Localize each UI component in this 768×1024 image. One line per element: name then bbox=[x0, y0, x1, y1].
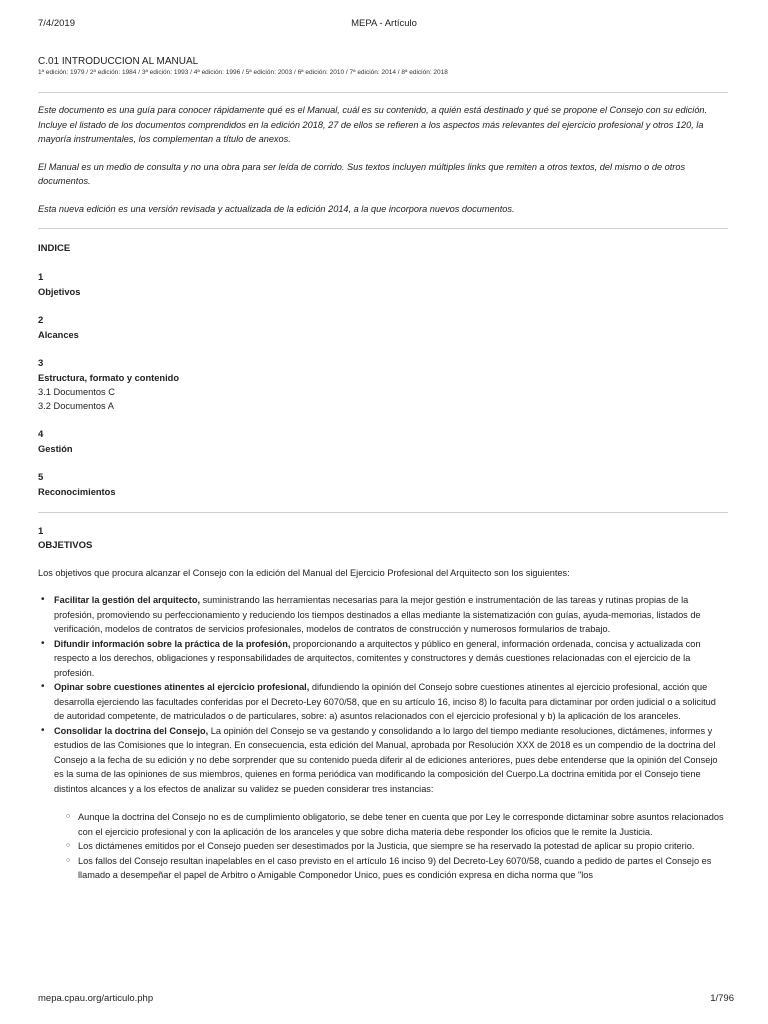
index-number: 3 bbox=[38, 357, 44, 369]
list-item: • Opinar sobre cuestiones atinentes al ejercicio profesional, difundiendo la opinión del Consejo sobre cuestiones atinentes al ejercicio profesional, acción que desarrolla ejerciendo las facultades conferidas por el Decreto-Ley 6070/58, que en su artículo 16, inciso 8) lo faculta para dictaminar por orden judicial o a solicitud de autoridad competente, de matriculados o de particulares, sobre: a) asuntos relacionados con el ejercicio profesional y b) la aplicación de los aranceles. bbox=[52, 680, 728, 724]
list-item: • Difundir información sobre la práctica de la profesión, proporcionando a arquitectos y público en general, información ordenada, concisa y actualizada con respecto a los derechos, obligaciones y responsabilidades de arquitectos, comitentes y constructores y demás cuestiones relacionadas con el ejercicio de la profesión. bbox=[52, 637, 728, 681]
page-header-title: MEPA - Artículo bbox=[351, 18, 417, 29]
intro-paragraph: Este documento es una guía para conocer rápidamente qué es el Manual, cuál es su contenido, a quién está destinado y qué se propone el Consejo con su edición. Incluye el listado de los documentos comprendidos en la edición 2018, 27 de ellos se refieren a los aspectos más relevantes del ejercicio profesional y otros 120, la mayoría instrumentales, los complementan a título de anexos. bbox=[38, 105, 708, 145]
page-number: 1/796 bbox=[710, 993, 734, 1004]
index-label: Reconocimientos bbox=[38, 486, 116, 497]
index-entry bbox=[38, 271, 728, 299]
index-number: 2 bbox=[38, 314, 44, 326]
section-title: OBJETIVOS bbox=[38, 539, 93, 551]
section-lead: Los objetivos que procura alcanzar el Consejo con la edición del Manual del Ejercicio Profesional del Arquitecto son los siguientes: bbox=[38, 567, 570, 578]
list-item: ○ Aunque la doctrina del Consejo no es de cumplimiento obligatorio, se debe tener en cuenta que por Ley le corresponde dictaminar sobre asuntos relacionados con el ejercicio profesional y con la aplicación de los aranceles y que sobre dicha materia debe responder los oficios que le remite la Justicia. bbox=[78, 810, 728, 839]
index-heading: INDICE bbox=[38, 242, 71, 254]
intro-paragraph: Esta nueva edición es una versión revisada y actualizada de la edición 2014, a la que incorpora nuevos documentos. bbox=[38, 203, 515, 214]
section-number: 1 bbox=[38, 525, 44, 537]
instances-list bbox=[40, 810, 728, 883]
editions-line: 1ª edición: 1979 / 2ª edición: 1984 / 3ª edición: 1993 / 4ª edición: 1996 / 5ª edición: 2003 / 6ª edición: 2010 / 7ª edición: 2014 / 8ª edición: 2018 bbox=[38, 69, 448, 76]
list-item: • Facilitar la gestión del arquitecto, suministrando las herramientas necesarias para la mejor gestión e instrumentación de las tareas y rutinas propias de la profesión, promoviendo su perfeccionamiento y reduciendo los tiempos destinados a ellas mediante la sistematización con guías, ayuda-memorias, listados de verificación, modelos de contratos de servicios profesionales, modelos de contratos de construcción y numerosos formularios de trabajo. bbox=[52, 593, 728, 637]
list-item: ○ Los dictámenes emitidos por el Consejo pueden ser desestimados por la Justicia, que siempre se ha reservado la potestad de aplicar su propio criterio. bbox=[78, 839, 728, 854]
index-label: Objetivos bbox=[38, 286, 81, 297]
list-item: ○ Los fallos del Consejo resultan inapelables en el caso previsto en el artículo 16 inciso 9) del Decreto-Ley 6070/58, cuando a pedido de partes el Consejo es llamado a desempeñar el papel de Arbitro o Amigable Componedor Unico, pues es condición expresa en dicha norma que "los bbox=[78, 854, 728, 883]
index-entry bbox=[38, 357, 728, 413]
index-label: Alcances bbox=[38, 329, 79, 340]
index-subitem: 3.2 Documentos A bbox=[38, 400, 114, 411]
document-title: C.01 INTRODUCCION AL MANUAL bbox=[38, 56, 199, 67]
intro-block bbox=[38, 103, 728, 217]
intro-paragraph: El Manual es un medio de consulta y no una obra para ser leída de corrido. Sus textos incluyen múltiples links que remiten a otros textos, del mismo o de otros documentos. bbox=[38, 161, 686, 187]
index-number: 1 bbox=[38, 271, 44, 283]
index-block bbox=[38, 242, 728, 499]
index-subitem: 3.1 Documentos C bbox=[38, 386, 115, 397]
index-label: Gestión bbox=[38, 443, 73, 454]
index-entry bbox=[38, 471, 728, 499]
section-objetivos bbox=[38, 525, 728, 883]
document-body bbox=[38, 55, 728, 883]
print-date: 7/4/2019 bbox=[38, 18, 75, 29]
list-item: • Consolidar la doctrina del Consejo, La opinión del Consejo se va gestando y consolidando a lo largo del tiempo mediante resoluciones, dictámenes, informes y estudios de las Comisiones que lo integran. En consecuencia, esta edición del Manual, aprobada por Resolución XXX de 2018 es un compendio de la doctrina del Consejo a la fecha de su edición y no debe sorprender que su contenido pueda diferir al de ediciones anteriores, pues debe entenderse que la opinión del Consejo es la suma de las opiniones de sus miembros, quienes en forma periódica van modificando la composición del Cuerpo.La doctrina emitida por el Consejo tiene distintos alcances y a los efectos de analizar su validez se pueden considerar tres instancias: ○ Aunque la doctrina del Consejo no es de cumplimiento obligatorio, se debe tener en cuenta que por Ley le corresponde dictaminar sobre asuntos relacionados con el ejercicio profesional y con la aplicación de los aranceles y que sobre dicha materia debe responder los oficios que le remite la Justicia. ○ Los dictámenes emitidos por el Consejo pueden ser desestimados por la Justicia, que siempre se ha reservado la potestad de aplicar su propio criterio. ○ Los fallos del Consejo resultan inapelables en el caso previsto en el artículo 16 inciso 9) del Decreto-Ley 6070/58, cuando a pedido de partes el Consejo es llamado a desempeñar el papel de Arbitro o Amigable Componedor Unico, pues es condición expresa en dicha norma que "los bbox=[52, 724, 728, 883]
divider bbox=[38, 228, 728, 229]
index-number: 5 bbox=[38, 471, 44, 483]
objectives-list bbox=[38, 593, 728, 883]
index-entry bbox=[38, 314, 728, 342]
divider bbox=[38, 92, 728, 93]
page-url: mepa.cpau.org/articulo.php bbox=[38, 993, 154, 1004]
index-entry bbox=[38, 428, 728, 456]
index-number: 4 bbox=[38, 428, 44, 440]
divider bbox=[38, 512, 728, 513]
index-label: Estructura, formato y contenido bbox=[38, 372, 180, 383]
